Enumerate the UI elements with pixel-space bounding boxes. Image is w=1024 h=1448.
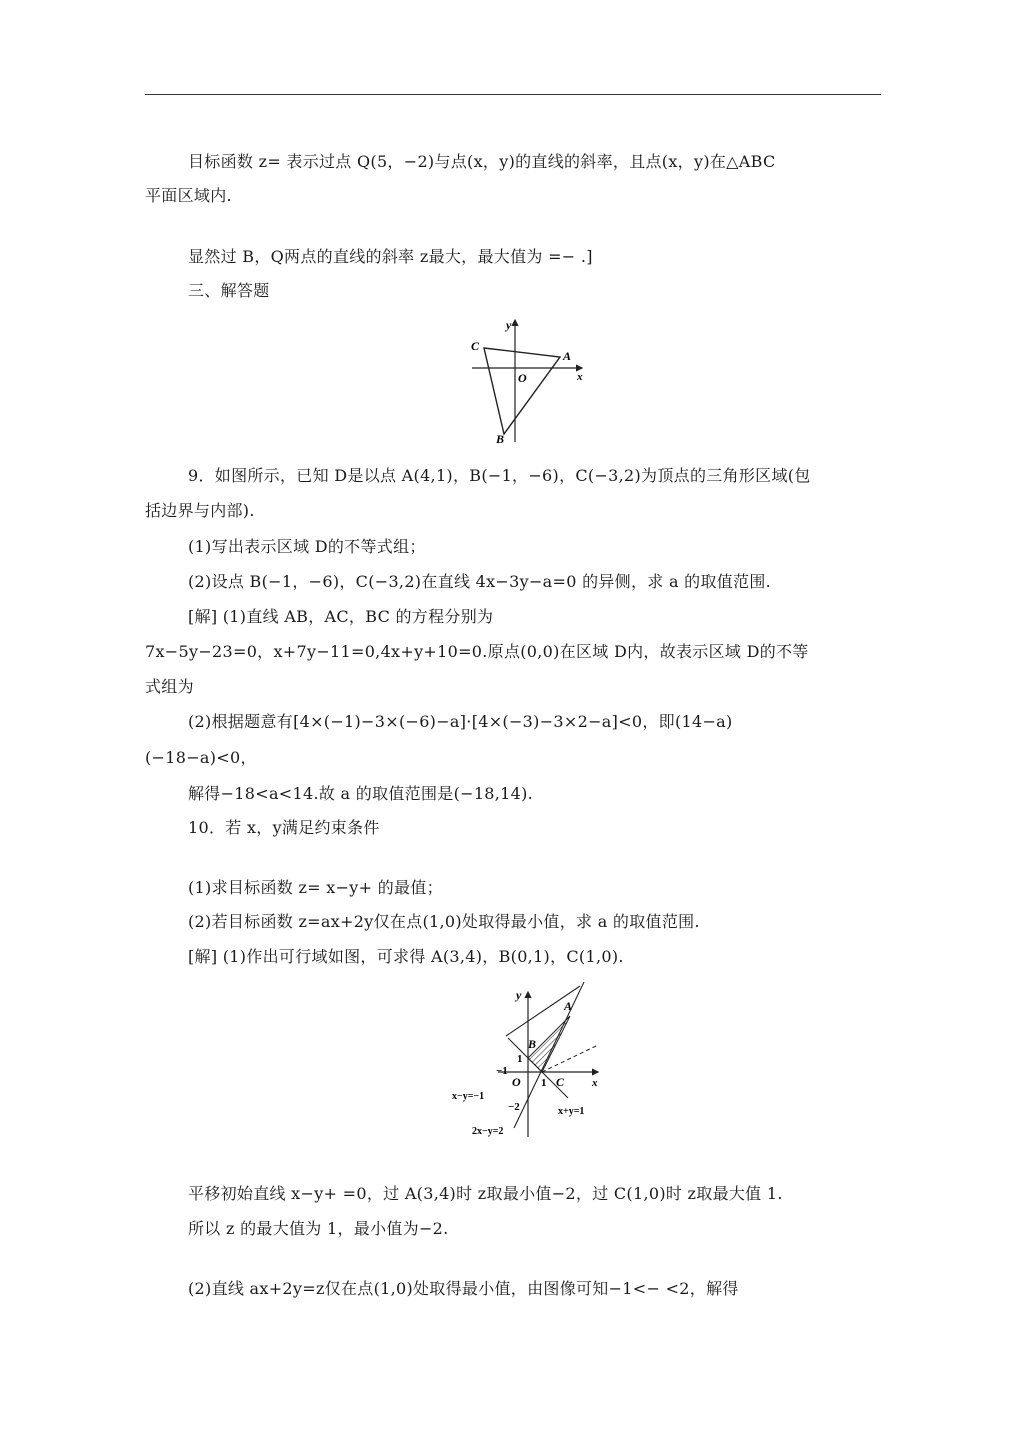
text-line-14: 解得−18<a<14.故 a 的取值范围是(−18,14). (188, 784, 534, 803)
x-axis-label: x (592, 1077, 598, 1089)
text-line-18: [解] (1)作出可行域如图，可求得 A(3,4)，B(0,1)，C(1,0). (188, 947, 624, 966)
text-line-8: (2)设点 B(−1，−6)，C(−3,2)在直线 4x−3y−a=0 的异侧，求 a 的取值范围. (188, 572, 772, 591)
y-axis-label: y (506, 318, 512, 332)
figure-triangle-abc (460, 312, 590, 450)
tick-label-x-1: 1 (541, 1077, 547, 1089)
figure-feasible-region (448, 982, 608, 1144)
text-line-7: (1)写出表示区域 D的不等式组； (188, 537, 426, 556)
text-line-13: (−18−a)<0， (145, 748, 257, 767)
line-label-2x-minus-y: 2x−y=2 (472, 1126, 504, 1137)
triangle-region (484, 348, 560, 434)
point-a-label: A (563, 349, 572, 363)
point-a-label: A (564, 999, 573, 1013)
tick-label-y-1: 1 (517, 1053, 523, 1065)
point-c-label: C (556, 1075, 565, 1089)
text-line-16: (1)求目标函数 z= x−y+ 的最值； (188, 878, 443, 897)
text-line-3: 显然过 B，Q两点的直线的斜率 z最大，最大值为 =− .] (188, 247, 593, 266)
point-b-label: B (528, 1037, 537, 1051)
text-line-5: 9．如图所示，已知 D是以点 A(4,1)，B(−1，−6)，C(−3,2)为顶点的三角形区域(包 (188, 466, 811, 485)
text-line-17: (2)若目标函数 z=ax+2y仅在点(1,0)处取得最小值，求 a 的取值范围. (188, 912, 700, 931)
header-rule (145, 94, 881, 95)
text-line-6: 括边界与内部). (145, 501, 255, 520)
line-x-plus-y-eq-1 (508, 1038, 568, 1098)
point-c-label: C (471, 339, 480, 353)
text-line-10: 7x−5y−23=0，x+7y−11=0,4x+y+10=0.原点(0,0)在区域 D内，故表示区域 D的不等 (145, 642, 809, 661)
x-axis-label: x (577, 371, 583, 383)
section-heading: 三、解答题 (188, 281, 270, 300)
y-axis-label: y (516, 988, 522, 1002)
text-line-2: 平面区域内. (145, 186, 232, 205)
tick-label-y-neg2: −2 (508, 1101, 520, 1113)
text-line-21: (2)直线 ax+2y=z仅在点(1,0)处取得最小值，由图像可知−1<− <2，解得 (188, 1279, 739, 1298)
line-label-x-plus-y: x+y=1 (558, 1106, 585, 1117)
text-line-12: (2)根据题意有[4×(−1)−3×(−6)−a]·[4×(−3)−3×2−a]<0，即(14−a) (188, 712, 733, 731)
tick-label-x-neg1: −1 (496, 1065, 508, 1077)
text-line-9: [解] (1)直线 AB，AC，BC 的方程分别为 (188, 607, 494, 626)
point-b-label: B (496, 432, 505, 446)
line-label-x-minus-y: x−y=−1 (452, 1091, 485, 1102)
text-line-20: 所以 z 的最大值为 1，最小值为−2. (188, 1219, 449, 1238)
origin-label: O (512, 1075, 521, 1089)
text-line-1: 目标函数 z= 表示过点 Q(5，−2)与点(x，y)的直线的斜率，且点(x，y)在△ABC (188, 152, 776, 171)
text-line-11: 式组为 (145, 677, 194, 696)
text-line-19: 平移初始直线 x−y+ =0，过 A(3,4)时 z取最小值−2，过 C(1,0)时 z取最大值 1. (188, 1184, 783, 1203)
origin-label: O (518, 371, 527, 385)
text-line-15: 10．若 x，y满足约束条件 (188, 818, 380, 837)
